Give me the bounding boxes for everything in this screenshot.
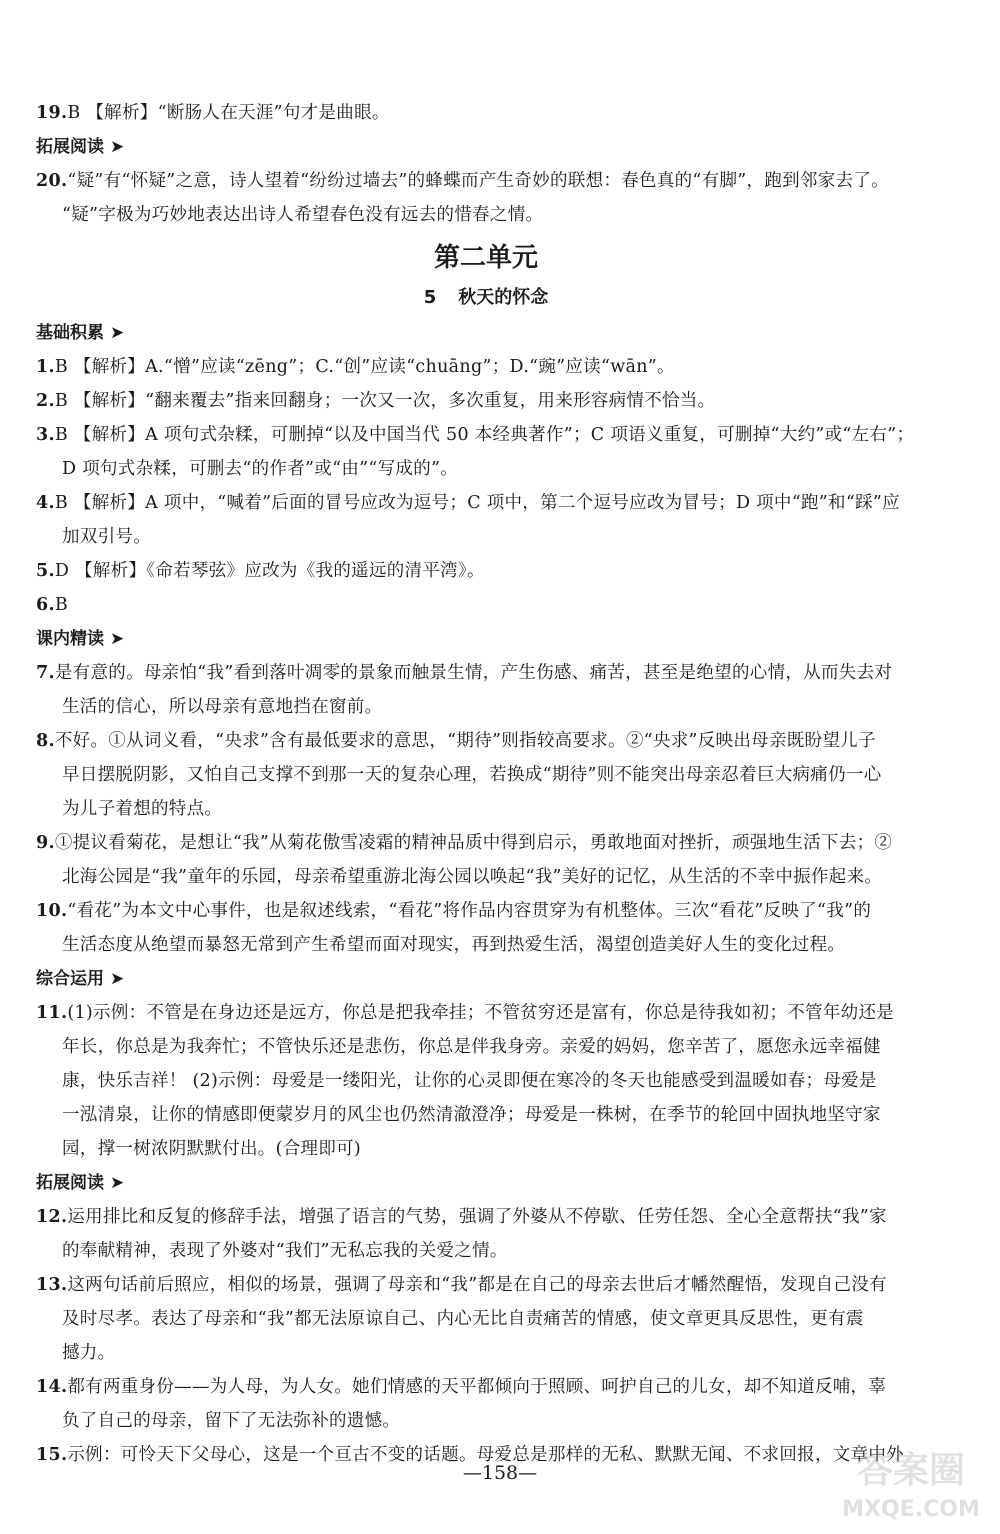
answer-13: 13.这两句话前后照应，相似的场景，强调了母亲和“我”都是在自己的母亲去世后才幡然醒悟，发现自己没有 及时尽孝。表达了母亲和“我”都无法原谅自己、内心无比自责痛苦的情感，使文章更具反思性，更有震 撼力。 — [36, 1275, 887, 1363]
answer-4: 4.B 【解析】A 项中，“喊着”后面的冒号应改为逗号；C 项中，第二个逗号应改为冒号；D 项中“跑”和“踩”应 加双引号。 — [36, 493, 900, 547]
answer-7: 7.是有意的。母亲怕“我”看到落叶凋零的景象而触景生情，产生伤感、痛苦，甚至是绝望的心情，从而失去对 生活的信心，所以母亲有意地挡在窗前。 — [36, 663, 893, 717]
answer-1: 1.B 【解析】A.“憎”应读“zēng”；C.“创”应读“chuāng”；D.“豌”应读“wān”。 — [36, 357, 675, 377]
answer-11: 11.(1)示例：不管是在身边还是远方，你总是把我牵挂；不管贫穷还是富有，你总是待我如初；不管年幼还是 年长，你总是为我奔忙；不管快乐还是悲伤，你总是伴我身旁。亲爱的妈妈，您辛苦了，愿您永远幸福健 康，快乐吉祥！ (2)示例：母爱是一缕阳光，让你的心灵即便在寒冷的冬天也能感受到温暖如春；母爱是 一泓清泉，让你的情感即便蒙岁月的风尘也仍然清澈澄净；母爱是一株树，在季节的轮回中固执地坚守家 园，撑一树浓阴默默付出。(合理即可) — [36, 1003, 895, 1159]
answer-12: 12.运用排比和反复的修辞手法，增强了语言的气势，强调了外婆从不停歇、任劳任怨、全心全意帮扶“我”家 的奉献精神，表现了外婆对“我们”无私忘我的关爱之情。 — [36, 1207, 887, 1261]
answer-15: 15.示例：可怜天下父母心，这是一个亘古不变的话题。母爱总是那样的无私、默默无闻、不求回报，文章中外 — [36, 1445, 904, 1465]
lesson-title: 5 秋天的怀念 — [423, 287, 549, 308]
answer-page — [36, 96, 936, 1472]
arrow-icon: ➤ — [110, 323, 125, 343]
arrow-icon: ➤ — [110, 137, 125, 157]
watermark-logo — [836, 1440, 986, 1524]
answer-6: 6.B — [36, 595, 69, 615]
answer-5: 5.D 【解析】《命若琴弦》应改为《我的遥远的清平湾》。 — [36, 561, 485, 581]
answer-14: 14.都有两重身份——为人母，为人女。她们情感的天平都倾向于照顾、呵护自己的儿女，却不知道反哺，辜 负了自己的母亲，留下了无法弥补的遗憾。 — [36, 1377, 887, 1431]
section-heading-extended-reading-2: 拓展阅读 ➤ — [36, 1173, 125, 1193]
section-heading-basic-accumulation: 基础积累 ➤ — [36, 323, 125, 343]
arrow-icon: ➤ — [110, 629, 125, 649]
page-number: —158— — [462, 1462, 538, 1484]
arrow-icon: ➤ — [110, 1173, 125, 1193]
section-heading-comprehensive-use: 综合运用 ➤ — [36, 969, 125, 989]
answer-10: 10.“看花”为本文中心事件，也是叙述线索，“看花”将作品内容贯穿为有机整体。三次“看花”反映了“我”的 生活态度从绝望而暴怒无常到产生希望而面对现实，再到热爱生活，渴望创造美好人生的变化过程。 — [36, 901, 872, 955]
watermark-line2: MXQE.COM — [842, 1497, 980, 1522]
answer-3: 3.B 【解析】A 项句式杂糅，可删掉“以及中国当代 50 本经典著作”；C 项语义重复，可删掉“大约”或“左右”； D 项句式杂糅，可删去“的作者”或“由”“写成的”。 — [36, 425, 915, 479]
answer-20: 20.“疑”有“怀疑”之意，诗人望着“纷纷过墙去”的蜂蝶而产生奇妙的联想：春色真的“有脚”，跑到邻家去了。 “疑”字极为巧妙地表达出诗人希望春色没有远去的惜春之情。 — [36, 171, 889, 225]
arrow-icon: ➤ — [110, 969, 125, 989]
answer-8: 8.不好。①从词义看，“央求”含有最低要求的意思，“期待”则指较高要求。②“央求”反映出母亲既盼望儿子 早日摆脱阴影，又怕自己支撑不到那一天的复杂心理，若换成“期待”则不能突出母亲忍着巨大病痛仍一心 为儿子着想的特点。 — [36, 731, 882, 819]
section-heading-close-reading: 课内精读 ➤ — [36, 629, 125, 649]
section-heading-extended-reading: 拓展阅读 ➤ — [36, 137, 125, 157]
answer-2: 2.B 【解析】“翻来覆去”指来回翻身；一次又一次，多次重复，用来形容病情不恰当。 — [36, 391, 716, 411]
answer-9: 9.①提议看菊花，是想让“我”从菊花傲雪凌霜的精神品质中得到启示，勇敢地面对挫折，顽强地生活下去；② 北海公园是“我”童年的乐园，母亲希望重游北海公园以唤起“我”美好的记忆，从生活的不幸中振作起来。 — [36, 833, 893, 887]
watermark-line1: 答案圈 — [856, 1450, 966, 1491]
answer-19: 19.B 【解析】“断肠人在天涯”句才是曲眼。 — [36, 103, 390, 123]
unit-title: 第二单元 — [433, 243, 538, 273]
